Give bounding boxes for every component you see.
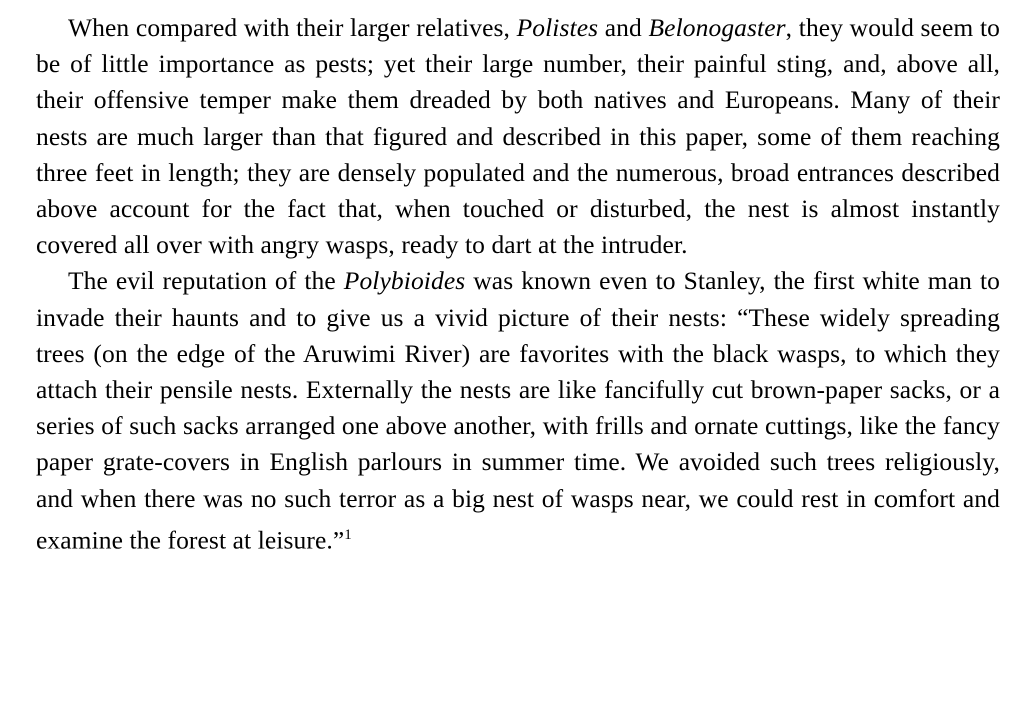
footnote-reference: 1 xyxy=(344,526,352,543)
text-run: When compared with their larger relatives, xyxy=(68,13,517,42)
page-body-text xyxy=(36,10,1000,559)
text-run: The evil reputation of the xyxy=(68,266,344,296)
italic-term: Polistes xyxy=(516,13,599,42)
italic-term: Polybioides xyxy=(343,266,466,296)
paragraph-2 xyxy=(36,263,1000,558)
paragraph-1 xyxy=(36,10,1000,263)
text-run: , they would seem to be of little importance as pests; yet their large number, their painful sting, and, above all, their offensive temper make them dreaded by both natives and Europeans. Many of their nests are much larger than that figured and described in this paper, some of them reaching three feet in length; they are densely populated and the numerous, broad entrances described above account for the fact that, when touched or disturbed, the nest is almost instantly covered all over with angry wasps, ready to dart at the intruder. xyxy=(36,13,1000,260)
text-run: was known even to Stanley, the first white man to invade their haunts and to give us a vivid picture of their nests: “These widely spreading trees (on the edge of the Aruwimi River) are favorites with the black wasps, to which they attach their pensile nests. Externally the nests are like fancifully cut brown-paper sacks, or a series of such sacks arranged one above another, with frills and ornate cuttings, like the fancy paper grate-covers in English parlours in summer time. We avoided such trees religiously, and when there was no such terror as a big nest of wasps near, we could rest in comfort and examine the forest at leisure.” xyxy=(36,266,1000,555)
text-run: and xyxy=(598,13,649,42)
italic-term: Belonogaster xyxy=(648,13,786,42)
